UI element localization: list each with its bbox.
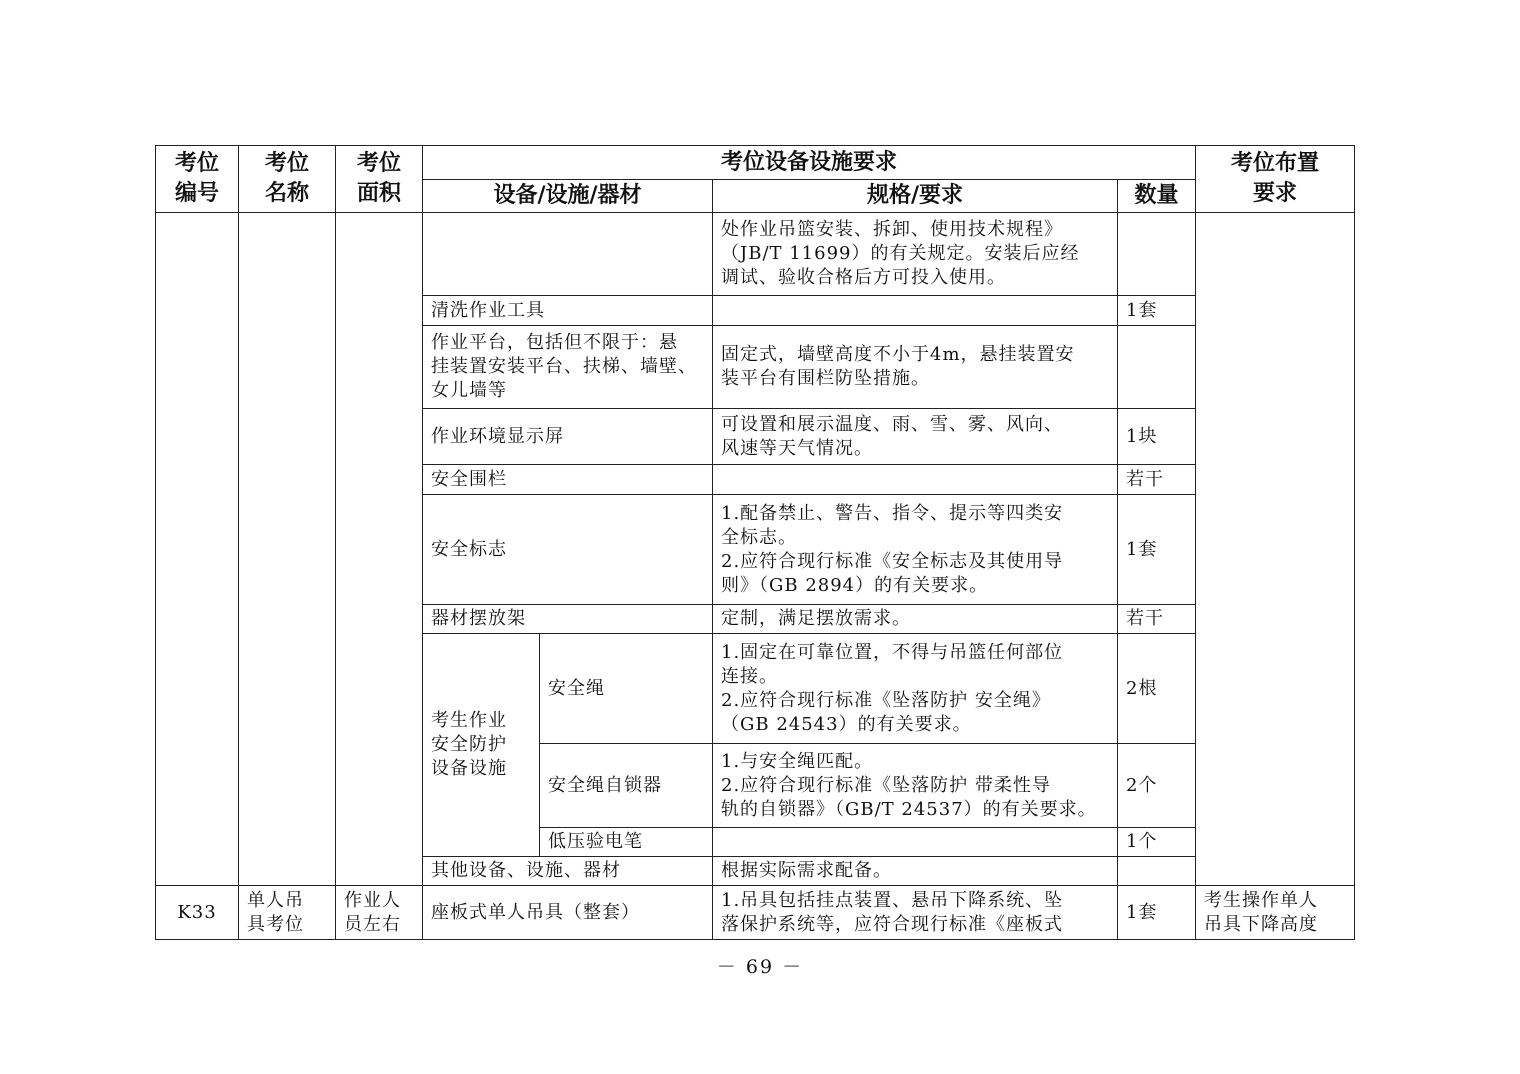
spec-cell: 1.固定在可靠位置，不得与吊篮任何部位 连接。 2.应符合现行标准《坠落防护 安全绳》 （GB 24543）的有关要求。 <box>713 634 1118 744</box>
spec-cell: 根据实际需求配备。 <box>713 857 1118 886</box>
area-cell <box>336 213 423 886</box>
spec-cell: 1.吊具包括挂点装置、悬吊下降系统、坠 落保护系统等，应符合现行标准《座板式 <box>713 886 1118 940</box>
table-row <box>156 213 1355 296</box>
qty-cell <box>1118 326 1196 409</box>
item-cell: 安全标志 <box>423 495 713 605</box>
header-code: 考位 编号 <box>156 146 239 213</box>
item-cell: 作业环境显示屏 <box>423 409 713 465</box>
qty-cell: 1套 <box>1118 495 1196 605</box>
item-cell: 低压验电笔 <box>540 828 713 857</box>
header-qty: 数量 <box>1118 180 1196 213</box>
layout-cell <box>1196 213 1355 886</box>
name-cell <box>239 213 336 886</box>
qty-cell: 1套 <box>1118 296 1196 326</box>
qty-cell: 若干 <box>1118 465 1196 495</box>
name-cell: 单人吊 具考位 <box>239 886 336 940</box>
qty-cell: 2根 <box>1118 634 1196 744</box>
spec-cell: 1.配备禁止、警告、指令、提示等四类安 全标志。 2.应符合现行标准《安全标志及其使用导 则》（GB 2894）的有关要求。 <box>713 495 1118 605</box>
spec-cell <box>713 296 1118 326</box>
spec-cell <box>713 465 1118 495</box>
table-row <box>156 886 1355 940</box>
area-cell: 作业人 员左右 <box>336 886 423 940</box>
spec-cell: 1.与安全绳匹配。 2.应符合现行标准《坠落防护 带柔性导 轨的自锁器》（GB/T 24537）的有关要求。 <box>713 744 1118 828</box>
page-number: － 69 － <box>716 956 804 978</box>
spec-cell: 可设置和展示温度、雨、雪、雾、风向、 风速等天气情况。 <box>713 409 1118 465</box>
qty-cell <box>1118 213 1196 296</box>
header-name: 考位 名称 <box>239 146 336 213</box>
spec-cell <box>713 828 1118 857</box>
header-row-1 <box>156 146 1355 180</box>
header-group: 考位设备设施要求 <box>423 146 1196 180</box>
header-area: 考位 面积 <box>336 146 423 213</box>
item-cell: 座板式单人吊具（整套） <box>423 886 713 940</box>
qty-cell: 1块 <box>1118 409 1196 465</box>
qty-cell <box>1118 857 1196 886</box>
spec-cell: 处作业吊篮安装、拆卸、使用技术规程》 （JB/T 11699）的有关规定。安装后应经 调试、验收合格后方可投入使用。 <box>713 213 1118 296</box>
item-cell <box>423 213 713 296</box>
protection-group-cell: 考生作业 安全防护 设备设施 <box>423 634 540 857</box>
header-layout: 考位布置 要求 <box>1196 146 1355 213</box>
qty-cell: 2个 <box>1118 744 1196 828</box>
item-cell: 清洗作业工具 <box>423 296 713 326</box>
item-cell: 作业平台，包括但不限于：悬 挂装置安装平台、扶梯、墙壁、 女儿墙等 <box>423 326 713 409</box>
spec-cell: 定制，满足摆放需求。 <box>713 605 1118 634</box>
item-cell: 其他设备、设施、器材 <box>423 857 713 886</box>
spec-cell: 固定式，墙壁高度不小于4m，悬挂装置安 装平台有围栏防坠措施。 <box>713 326 1118 409</box>
item-cell: 安全绳 <box>540 634 713 744</box>
equipment-requirements-table <box>155 145 1355 940</box>
item-cell: 安全围栏 <box>423 465 713 495</box>
qty-cell: 若干 <box>1118 605 1196 634</box>
item-cell: 安全绳自锁器 <box>540 744 713 828</box>
qty-cell: 1个 <box>1118 828 1196 857</box>
item-cell: 器材摆放架 <box>423 605 713 634</box>
header-spec: 规格/要求 <box>713 180 1118 213</box>
layout-cell: 考生操作单人 吊具下降高度 <box>1196 886 1355 940</box>
header-equipment: 设备/设施/器材 <box>423 180 713 213</box>
qty-cell: 1套 <box>1118 886 1196 940</box>
code-cell: K33 <box>156 886 239 940</box>
code-cell <box>156 213 239 886</box>
